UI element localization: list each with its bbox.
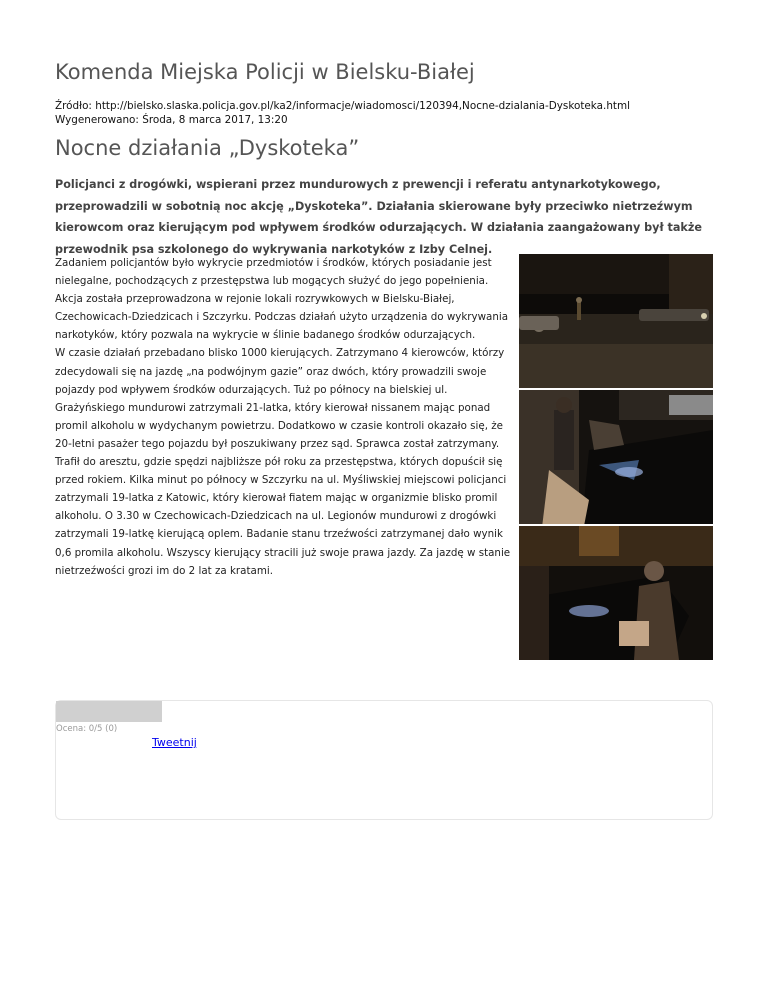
photo-gallery (519, 254, 713, 662)
tweet-link[interactable]: Tweetnij (152, 736, 197, 749)
source-line: Źródło: http://bielsko.slaska.policja.gov.pl/ka2/informacje/wiadomosci/120394,Nocne-dzialania-Dyskoteka.html (55, 100, 630, 112)
article-lead: Policjanci z drogówki, wspierani przez mundurowych z prewencji i referatu antynarkotykowego, przeprowadzili w sobotnią noc akcję „Dyskoteka”. Działania skierowane były przeciwko nietrzeźwym kierowcom oraz kierującym pod wpływem środków odurzających. W działania zaangażowany był także przewodnik psa szkolonego do wykrywania narkotyków z Izby Celnej. (55, 178, 702, 256)
generated-line: Wygenerowano: Środa, 8 marca 2017, 13:20 (55, 114, 288, 126)
article-body (55, 254, 513, 580)
photo-police-check[interactable] (519, 390, 713, 524)
photo-street-night[interactable] (519, 254, 713, 388)
article-title: Nocne działania „Dyskoteka” (55, 136, 360, 160)
rating-stars[interactable] (56, 701, 162, 722)
site-title: Komenda Miejska Policji w Bielsku-Białej (55, 60, 475, 84)
rating-box (55, 700, 713, 820)
rating-text: Ocena: 0/5 (0) (56, 724, 118, 734)
article-meta (55, 99, 630, 127)
body-paragraph: Zadaniem policjantów było wykrycie przedmiotów i środków, których posiadanie jest nielegalne, pochodzących z przestępstwa lub mogących służyć do jego popełnienia. Akcja została przeprowadzona w rejonie lokali rozrywkowych w Bielsku-Białej, Czechowicach-Dziedzicach i Szczyrku. Podczas działań użyto urządzenia do wykrywania narkotyków, który pozwala na wykrycie w ślinie badanego środków odurzających. (55, 257, 509, 342)
body-paragraph: W czasie działań przebadano blisko 1000 kierujących. Zatrzymano 4 kierowców, którzy zdecydowali się na jazdę „na podwójnym gazie” oraz dwóch, który prowadzili swoje pojazdy pod wpływem środków odurzających. Tuż po północy na bielskiej ul. Grażyńskiego mundurowi zatrzymali 21-latka, który kierował nissanem mając ponad promil alkoholu w wydychanym powietrzu. Dodatkowo w czasie kontroli okazało się, że 20-letni pasażer tego pojazdu był poszukiwany przez sąd. Sprawca został zatrzymany. Trafił do aresztu, gdzie spędzi najbliższe pół roku za przestępstwa, których dopuścił się przed rokiem. Kilka minut po północy w Szczyrku na ul. Myśliwskiej miejscowi policjanci zatrzymali 19-latka z Katowic, który kierował fiatem mając w organizmie blisko promil alkoholu. O 3.30 w Czechowicach-Dziedzicach na ul. Legionów mundurowi z drogówki zatrzymali 19-latkę kierującą oplem. Badanie stanu trzeźwości zatrzymanej dało wynik 0,6 promila alkoholu. Wszyscy kierujący stracili już swoje prawa jazdy. Za jazdę w stanie nietrzeźwości grozi im do 2 lat za kratami. (55, 347, 511, 577)
photo-vehicle-inspection[interactable] (519, 526, 713, 660)
